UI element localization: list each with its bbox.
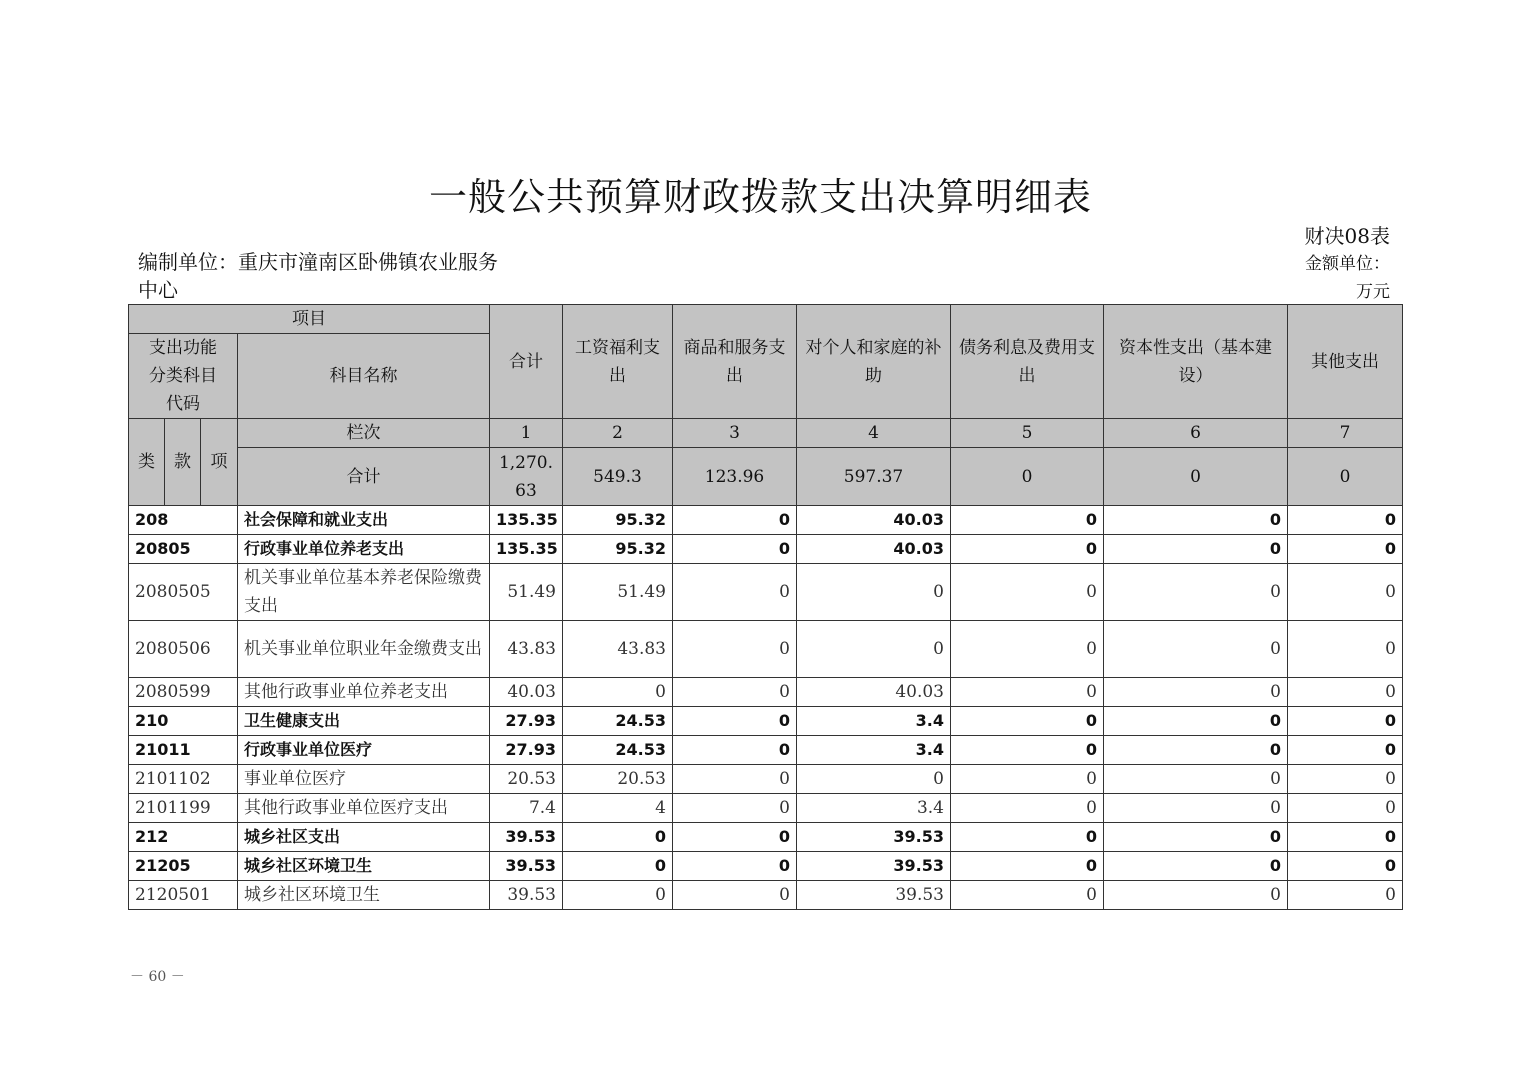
row-code: 21011 <box>129 736 238 765</box>
lanci-number: 6 <box>1104 419 1288 448</box>
row-value: 0 <box>1104 794 1288 823</box>
row-value: 0 <box>1104 506 1288 535</box>
row-value: 0 <box>563 852 673 881</box>
row-value: 0 <box>673 535 797 564</box>
header-lanci: 栏次 <box>238 419 490 448</box>
row-value: 0 <box>1288 678 1403 707</box>
form-number: 财决08表 <box>1304 224 1390 248</box>
total-value: 123.96 <box>673 448 797 506</box>
row-value: 40.03 <box>797 506 951 535</box>
table-row <box>129 765 1403 794</box>
row-value: 0 <box>1288 506 1403 535</box>
row-value: 0 <box>951 707 1104 736</box>
lanci-number: 4 <box>797 419 951 448</box>
row-value: 0 <box>1288 736 1403 765</box>
row-value: 0 <box>673 794 797 823</box>
table-row <box>129 823 1403 852</box>
expenditure-table <box>128 304 1403 910</box>
row-subject-name: 其他行政事业单位养老支出 <box>238 678 490 707</box>
page-number: － 60 － <box>130 969 185 985</box>
page-title: 一般公共预算财政拨款支出决算明细表 <box>428 175 1092 219</box>
header-col-capital: 资本性支出（基本建设） <box>1104 305 1288 419</box>
row-value: 0 <box>1288 621 1403 678</box>
row-value: 0 <box>673 852 797 881</box>
row-value: 0 <box>673 678 797 707</box>
row-code: 2080505 <box>129 564 238 621</box>
row-value: 0 <box>673 621 797 678</box>
row-value: 40.03 <box>797 678 951 707</box>
row-value: 0 <box>1288 707 1403 736</box>
amount-unit <box>1270 250 1390 306</box>
row-subject-name: 行政事业单位养老支出 <box>238 535 490 564</box>
row-code: 20805 <box>129 535 238 564</box>
row-value: 0 <box>1104 621 1288 678</box>
row-code: 2120501 <box>129 881 238 910</box>
row-value: 40.03 <box>797 535 951 564</box>
amount-unit-label: 金额单位： <box>1305 254 1390 274</box>
row-value: 0 <box>673 707 797 736</box>
row-value: 0 <box>951 506 1104 535</box>
row-value: 51.49 <box>563 564 673 621</box>
lanci-number: 3 <box>673 419 797 448</box>
header-col-goods-services: 商品和服务支出 <box>673 305 797 419</box>
row-code: 2101102 <box>129 765 238 794</box>
header-code-group: 支出功能分类科目代码 <box>129 334 238 419</box>
row-value: 39.53 <box>490 881 563 910</box>
row-value: 0 <box>1104 736 1288 765</box>
row-value: 27.93 <box>490 707 563 736</box>
row-value: 0 <box>1104 765 1288 794</box>
compiling-unit: 编制单位：重庆市潼南区卧佛镇农业服务中心 <box>138 250 498 302</box>
table-row <box>129 852 1403 881</box>
row-value: 135.35 <box>490 535 563 564</box>
row-value: 0 <box>673 736 797 765</box>
row-code: 212 <box>129 823 238 852</box>
row-value: 3.4 <box>797 736 951 765</box>
table-row <box>129 535 1403 564</box>
table-row <box>129 506 1403 535</box>
row-value: 0 <box>1288 852 1403 881</box>
row-value: 95.32 <box>563 535 673 564</box>
row-value: 0 <box>951 794 1104 823</box>
header-kuan: 款 <box>165 419 201 506</box>
row-code: 21205 <box>129 852 238 881</box>
row-value: 27.93 <box>490 736 563 765</box>
header-xiang: 项 <box>201 419 238 506</box>
row-value: 51.49 <box>490 564 563 621</box>
row-value: 39.53 <box>797 823 951 852</box>
row-value: 0 <box>673 765 797 794</box>
header-col-household-subsidy: 对个人和家庭的补助 <box>797 305 951 419</box>
row-value: 3.4 <box>797 794 951 823</box>
header-item: 项目 <box>129 305 490 334</box>
lanci-number: 1 <box>490 419 563 448</box>
table-row <box>129 707 1403 736</box>
row-value: 0 <box>797 765 951 794</box>
total-value: 549.3 <box>563 448 673 506</box>
header-lei: 类 <box>129 419 165 506</box>
row-code: 208 <box>129 506 238 535</box>
table-row <box>129 881 1403 910</box>
row-value: 0 <box>1104 852 1288 881</box>
table-row <box>129 621 1403 678</box>
table-row <box>129 794 1403 823</box>
header-col-total: 合计 <box>490 305 563 419</box>
row-value: 0 <box>1288 794 1403 823</box>
header-col-salary: 工资福利支出 <box>563 305 673 419</box>
row-value: 0 <box>951 535 1104 564</box>
row-subject-name: 行政事业单位医疗 <box>238 736 490 765</box>
row-subject-name: 其他行政事业单位医疗支出 <box>238 794 490 823</box>
row-value: 0 <box>951 621 1104 678</box>
row-subject-name: 社会保障和就业支出 <box>238 506 490 535</box>
total-row-label: 合计 <box>238 448 490 506</box>
row-subject-name: 事业单位医疗 <box>238 765 490 794</box>
row-value: 0 <box>1288 535 1403 564</box>
row-value: 4 <box>563 794 673 823</box>
row-value: 7.4 <box>490 794 563 823</box>
row-value: 0 <box>797 564 951 621</box>
lanci-number: 5 <box>951 419 1104 448</box>
row-value: 95.32 <box>563 506 673 535</box>
row-value: 0 <box>951 564 1104 621</box>
row-code: 2080599 <box>129 678 238 707</box>
total-value: 0 <box>1104 448 1288 506</box>
row-value: 0 <box>673 506 797 535</box>
row-code: 2080506 <box>129 621 238 678</box>
row-value: 0 <box>1104 535 1288 564</box>
row-value: 43.83 <box>490 621 563 678</box>
row-value: 0 <box>1104 564 1288 621</box>
header-col-other: 其他支出 <box>1288 305 1403 419</box>
row-value: 43.83 <box>563 621 673 678</box>
total-value: 597.37 <box>797 448 951 506</box>
row-value: 39.53 <box>490 852 563 881</box>
row-value: 0 <box>673 823 797 852</box>
table-row <box>129 564 1403 621</box>
row-value: 0 <box>1288 881 1403 910</box>
row-value: 0 <box>563 881 673 910</box>
row-value: 0 <box>1104 881 1288 910</box>
row-value: 0 <box>951 765 1104 794</box>
row-value: 0 <box>1104 823 1288 852</box>
row-value: 39.53 <box>797 881 951 910</box>
row-subject-name: 城乡社区环境卫生 <box>238 881 490 910</box>
header-col-debt-interest: 债务利息及费用支出 <box>951 305 1104 419</box>
row-value: 0 <box>673 564 797 621</box>
row-value: 24.53 <box>563 736 673 765</box>
row-value: 0 <box>673 881 797 910</box>
row-value: 24.53 <box>563 707 673 736</box>
row-value: 0 <box>951 736 1104 765</box>
row-value: 0 <box>951 823 1104 852</box>
header-subject-name: 科目名称 <box>238 334 490 419</box>
row-subject-name: 机关事业单位基本养老保险缴费支出 <box>238 564 490 621</box>
row-value: 0 <box>797 621 951 678</box>
total-value: 0 <box>1288 448 1403 506</box>
row-value: 0 <box>1288 765 1403 794</box>
row-subject-name: 机关事业单位职业年金缴费支出 <box>238 621 490 678</box>
lanci-number: 7 <box>1288 419 1403 448</box>
row-value: 0 <box>1104 707 1288 736</box>
total-value: 1,270.63 <box>490 448 563 506</box>
row-subject-name: 城乡社区支出 <box>238 823 490 852</box>
lanci-number: 2 <box>563 419 673 448</box>
row-value: 20.53 <box>563 765 673 794</box>
row-value: 0 <box>1104 678 1288 707</box>
row-value: 0 <box>1288 564 1403 621</box>
row-value: 0 <box>563 678 673 707</box>
row-value: 135.35 <box>490 506 563 535</box>
row-value: 20.53 <box>490 765 563 794</box>
row-value: 3.4 <box>797 707 951 736</box>
row-subject-name: 卫生健康支出 <box>238 707 490 736</box>
row-value: 0 <box>1288 823 1403 852</box>
row-value: 0 <box>563 823 673 852</box>
row-value: 39.53 <box>797 852 951 881</box>
total-value: 0 <box>951 448 1104 506</box>
table-row <box>129 736 1403 765</box>
row-code: 210 <box>129 707 238 736</box>
row-value: 0 <box>951 678 1104 707</box>
row-subject-name: 城乡社区环境卫生 <box>238 852 490 881</box>
table-row <box>129 678 1403 707</box>
row-value: 0 <box>951 881 1104 910</box>
row-code: 2101199 <box>129 794 238 823</box>
amount-unit-value: 万元 <box>1356 282 1390 302</box>
row-value: 40.03 <box>490 678 563 707</box>
row-value: 0 <box>951 852 1104 881</box>
row-value: 39.53 <box>490 823 563 852</box>
